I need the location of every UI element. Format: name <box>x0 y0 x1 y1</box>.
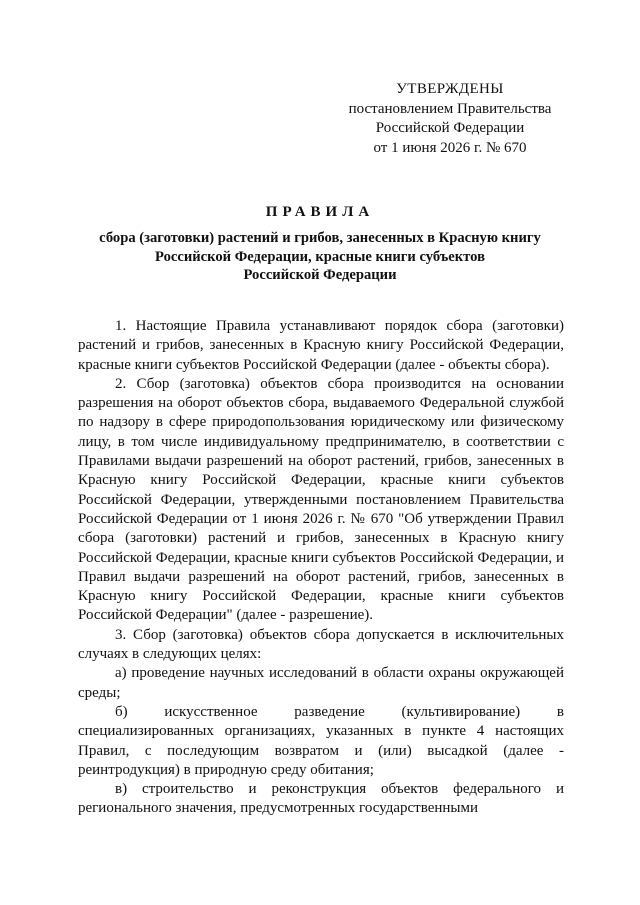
document-body <box>78 317 564 819</box>
approval-line-1: постановлением Правительства <box>348 100 552 117</box>
paragraph-3b: б) искусственное разведение (культивирование) в специализированных организациях, указанных в пункте 4 настоящих Правил, с последующим возвратом и (или) высадкой (далее - реинтродукция) в природную среду обитания; <box>78 703 564 778</box>
subtitle-line-3: Российской Федерации <box>243 267 397 283</box>
approval-date-line: от 1 июня 2026 г. № 670 <box>373 139 527 156</box>
approval-block <box>320 80 580 158</box>
document-title: ПРАВИЛА <box>265 204 375 220</box>
paragraph-2: 2. Сбор (заготовка) объектов сбора производится на основании разрешения на оборот объектов сбора, выдаваемого Федеральной службой по надзору в сфере природопользования юридическому или физическому лицу, в том числе индивидуальному предпринимателю, в соответствии с Правилами выдачи разрешений на оборот растений, грибов, занесенных в Красную книгу Российской Федерации, красные книги субъектов Российской Федерации, утвержденными постановлением Правительства Российской Федерации от 1 июня 2026 г. № 670 "Об утверждении Правил сбора (заготовки) растений и грибов, занесенных в Красную книгу Российской Федерации, красные книги субъектов Российской Федерации, и Правил выдачи разрешений на оборот растений, грибов, занесенных в Красную книгу Российской Федерации, красные книги субъектов Российской Федерации" (далее - разрешение). <box>78 375 564 624</box>
paragraph-3c: в) строительство и реконструкция объектов федерального и регионального значения, предусмотренных государственными <box>78 781 564 817</box>
subtitle-line-1: сбора (заготовки) растений и грибов, занесенных в Красную книгу <box>99 230 541 246</box>
paragraph-3a: а) проведение научных исследований в области охраны окружающей среды; <box>78 665 564 701</box>
paragraph-3: 3. Сбор (заготовка) объектов сбора допускается в исключительных случаях в следующих целях: <box>78 626 564 663</box>
paragraph-1: 1. Настоящие Правила устанавливают порядок сбора (заготовки) растений и грибов, занесенных в Красную книгу Российской Федерации, красные книги субъектов Российской Федерации (далее - объекты сбора). <box>78 318 564 373</box>
document-subtitle <box>78 229 562 285</box>
approval-line-2: Российской Федерации <box>375 120 525 136</box>
approval-title: УТВЕРЖДЕНЫ <box>396 81 504 97</box>
subtitle-line-2: Российской Федерации, красные книги субъектов <box>155 248 485 265</box>
